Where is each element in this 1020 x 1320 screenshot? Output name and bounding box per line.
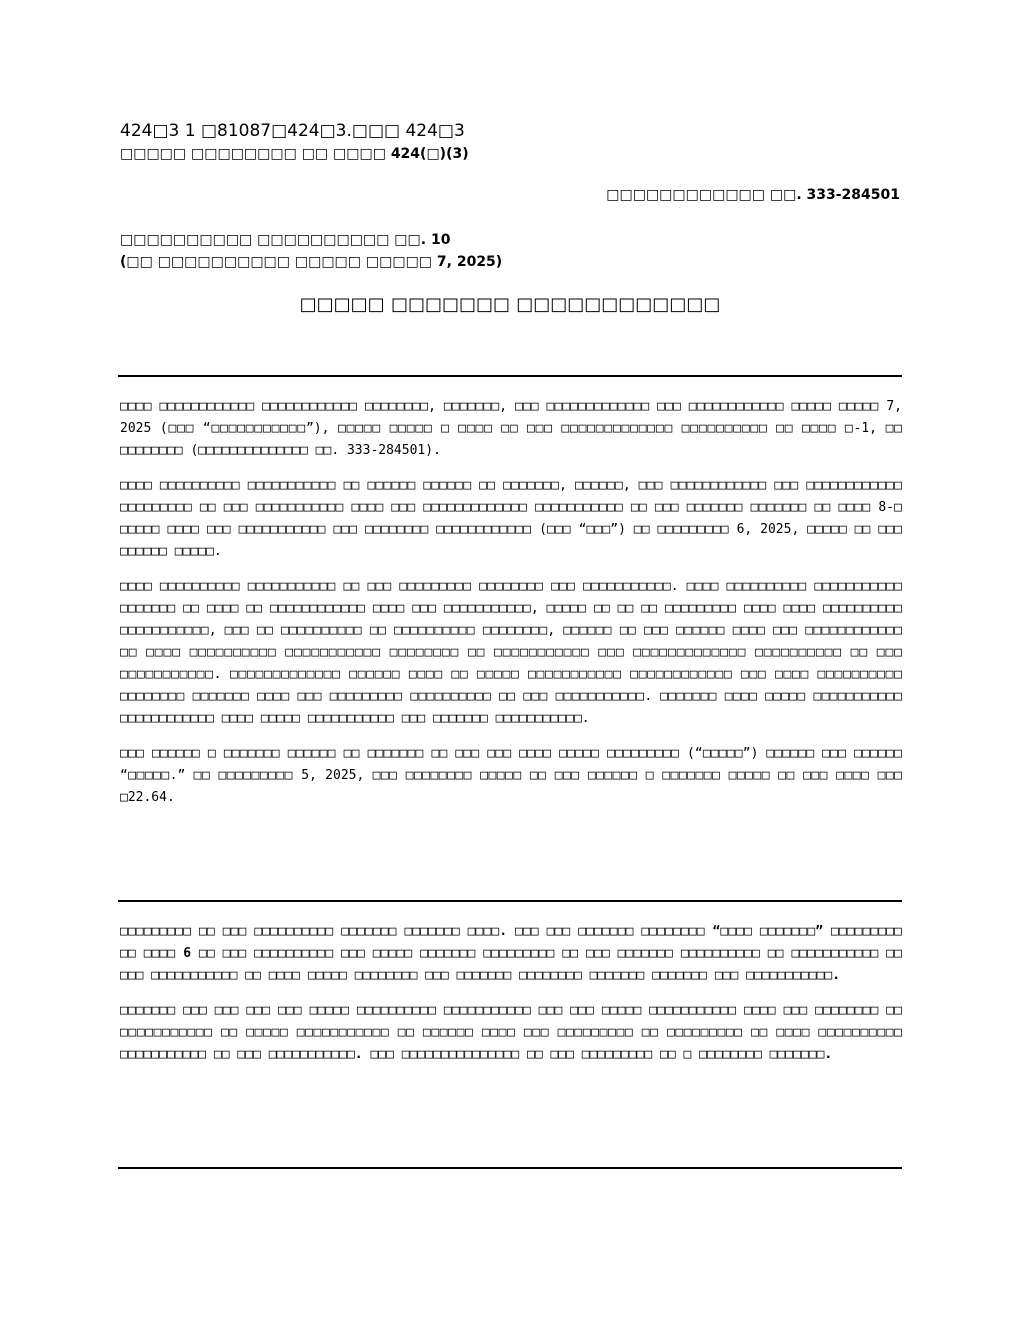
divider-top <box>118 375 902 377</box>
supplement-number: □□□□□□□□□□ □□□□□□□□□□ □□. 10 <box>120 232 451 248</box>
body-paragraph: □□□□ □□□□□□□□□□ □□□□□□□□□□□ □□ □□□ □□□□□□□□□ □□□□□□□□ □□□ □□□□□□□□□□□. □□□□ □□□□□□□□□□ □□□□□□□□□□□ □□□□□□□ □□ □□□□ □□ □□□□□□□□□□□□ □□□□ □□□ □□□□□□□□□□□, □□□□□ □□ □□ □□ □□□□□□□□□ □□□□ □□□□ □□□□□□□□□□ □□□□□□□□□□□, □□□ □□ □□□□□□□□□□ □□ □□□□□□□□□□ □□□□□□□□, □□□□□□ □□ □□□ □□□□□□ □□□□ □□□ □□□□□□□□□□□□ □□ □□□□ □□□□□□□□□□ □□□□□□□□□□□ □□□□□□□□ □□ □□□□□□□□□□□ □□□ □□□□□□□□□□□□□ □□□□□□□□□□ □□ □□□ □□□□□□□□□□□. □□□□□□□□□□□□□ □□□□□□ □□□□ □□ □□□□□ □□□□□□□□□□□ □□□□□□□□□□□□ □□□ □□□□ □□□□□□□□□□ □□□□□□□□ □□□□□□□ □□□□ □□□ □□□□□□□□□ □□□□□□□□□□ □□ □□□ □□□□□□□□□□□. □□□□□□□ □□□□ □□□□□ □□□□□□□□□□□ □□□□□□□□□□□□ □□□□ □□□□□ □□□□□□□□□□□ □□□ □□□□□□□ □□□□□□□□□□□. <box>120 579 902 726</box>
registration-number: □□□□□□□□□□□□ □□. 333-284501 <box>606 187 900 203</box>
notice-paragraph: □□□□□□□□□ □□ □□□ □□□□□□□□□□ □□□□□□□ □□□□□□□ □□□□. □□□ □□□ □□□□□□□ □□□□□□□□ “□□□□ □□□□□□□” □□□□□□□□□ □□ □□□□ 6 □□ □□□ □□□□□□□□□□ □□□ □□□□□ □□□□□□□ □□□□□□□□□ □□ □□□ □□□□□□□ □□□□□□□□□□ □□ □□□□□□□□□□□ □□ □□□ □□□□□□□□□□□ □□ □□□□ □□□□□ □□□□□□□□ □□□ □□□□□□□ □□□□□□□□ □□□□□□□ □□□□□□□ □□□ □□□□□□□□□□□. <box>120 924 902 983</box>
filing-rule-line: □□□□□ □□□□□□□□ □□ □□□□ 424(□)(3) <box>120 146 469 162</box>
supplement-date: (□□ □□□□□□□□□□ □□□□□ □□□□□ 7, 2025) <box>120 254 503 270</box>
body-paragraph: □□□□ □□□□□□□□□□□□ □□□□□□□□□□□□ □□□□□□□□, □□□□□□□, □□□ □□□□□□□□□□□□□ □□□ □□□□□□□□□□□□ □□□□□ □□□□□ 7, 2025 (□□□ “□□□□□□□□□□□”), □□□□□ □□□□□ □ □□□□ □□ □□□ □□□□□□□□□□□□□ □□□□□□□□□□ □□ □□□□ □-1, □□ □□□□□□□□ (□□□□□□□□□□□□□□ □□. 333-284501). <box>120 399 902 458</box>
document-title: □□□□□ □□□□□□□ □□□□□□□□□□□□ <box>299 294 721 315</box>
notice-text <box>120 921 902 1079</box>
body-paragraph: □□□ □□□□□□ □ □□□□□□□ □□□□□□ □□ □□□□□□□ □□ □□□ □□□ □□□□ □□□□□ □□□□□□□□□ (“□□□□□”) □□□□□□ □□□ □□□□□□ “□□□□□.” □□ □□□□□□□□□ 5, 2025, □□□ □□□□□□□□ □□□□□ □□ □□□ □□□□□□ □ □□□□□□□ □□□□□ □□ □□□ □□□□ □□□ □22.64. <box>120 746 902 805</box>
body-paragraph: □□□□ □□□□□□□□□□ □□□□□□□□□□□ □□ □□□□□□ □□□□□□ □□ □□□□□□□, □□□□□□, □□□ □□□□□□□□□□□□ □□□ □□□□□□□□□□□□ □□□□□□□□□ □□ □□□ □□□□□□□□□□□ □□□□ □□□ □□□□□□□□□□□□□ □□□□□□□□□□□ □□ □□□ □□□□□□□ □□□□□□□ □□ □□□□ 8-□ □□□□□ □□□□ □□□ □□□□□□□□□□□ □□□ □□□□□□□□ □□□□□□□□□□□□ (□□□ “□□□”) □□ □□□□□□□□□ 6, 2025, □□□□□ □□ □□□ □□□□□□ □□□□□. <box>120 478 902 559</box>
body-text <box>120 396 902 822</box>
divider-bottom <box>118 1167 902 1169</box>
divider-middle <box>118 900 902 902</box>
supplement-heading <box>120 229 502 273</box>
filing-header-code: 424□3 1 □81087□424□3.□□□ 424□3 <box>120 121 465 141</box>
notice-paragraph: □□□□□□□ □□□ □□□ □□□ □□□ □□□□□ □□□□□□□□□□ □□□□□□□□□□□ □□□ □□□ □□□□□ □□□□□□□□□□□ □□□□ □□□ □□□□□□□□ □□ □□□□□□□□□□□ □□ □□□□□ □□□□□□□□□□□ □□ □□□□□□ □□□□ □□□ □□□□□□□□□ □□ □□□□□□□□□ □□ □□□□ □□□□□□□□□□ □□□□□□□□□□□ □□ □□□ □□□□□□□□□□□. □□□ □□□□□□□□□□□□□□□ □□ □□□ □□□□□□□□□ □□ □ □□□□□□□□ □□□□□□□. <box>120 1003 902 1062</box>
